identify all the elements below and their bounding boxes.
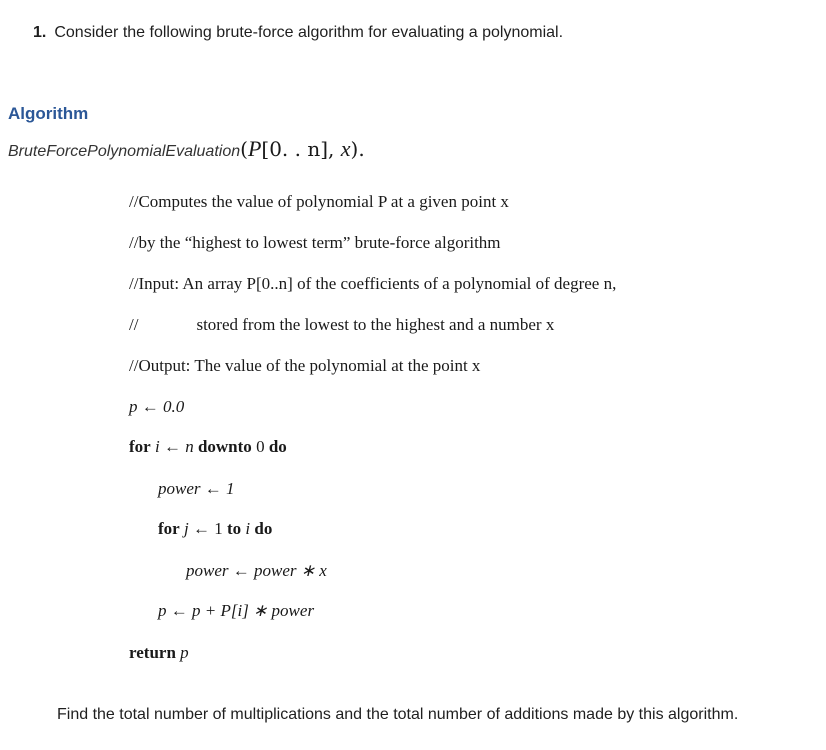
- question-number: 1.: [33, 24, 47, 41]
- code-power-init: power ← 1: [158, 479, 235, 498]
- algorithm-signature: [8, 136, 365, 162]
- code-p-update: p ← p + P[i] ∗ power: [158, 601, 315, 620]
- algorithm-params: (P[0. . n], x).: [240, 136, 365, 161]
- code-comment-2: //by the “highest to lowest term” brute-force algorithm: [129, 233, 501, 252]
- code-power-multiply: power ← power ∗ x: [186, 561, 327, 580]
- code-init-p: p ← 0.0: [129, 397, 185, 416]
- comment-slashes: //: [129, 315, 139, 334]
- code-return: return p: [129, 643, 189, 662]
- question-task: Find the total number of multiplications and the total number of additions made by this algorithm.: [57, 706, 739, 723]
- code-comment-4: [129, 315, 554, 335]
- code-comment-1: //Computes the value of polynomial P at a given point x: [129, 192, 509, 211]
- code-comment-5: //Output: The value of the polynomial at the point x: [129, 356, 481, 375]
- algorithm-heading: Algorithm: [8, 104, 89, 123]
- code-comment-3: //Input: An array P[0..n] of the coefficients of a polynomial of degree n,: [129, 274, 617, 293]
- question-text: Consider the following brute-force algorithm for evaluating a polynomial.: [54, 24, 564, 41]
- algorithm-name: BruteForcePolynomialEvaluation: [8, 143, 241, 160]
- code-for-j: for j ← 1 to i do: [158, 519, 273, 538]
- question-prompt: [33, 22, 563, 44]
- comment-continuation: stored from the lowest to the highest and a number x: [196, 315, 555, 334]
- code-for-i: for i ← n downto 0 do: [129, 437, 287, 456]
